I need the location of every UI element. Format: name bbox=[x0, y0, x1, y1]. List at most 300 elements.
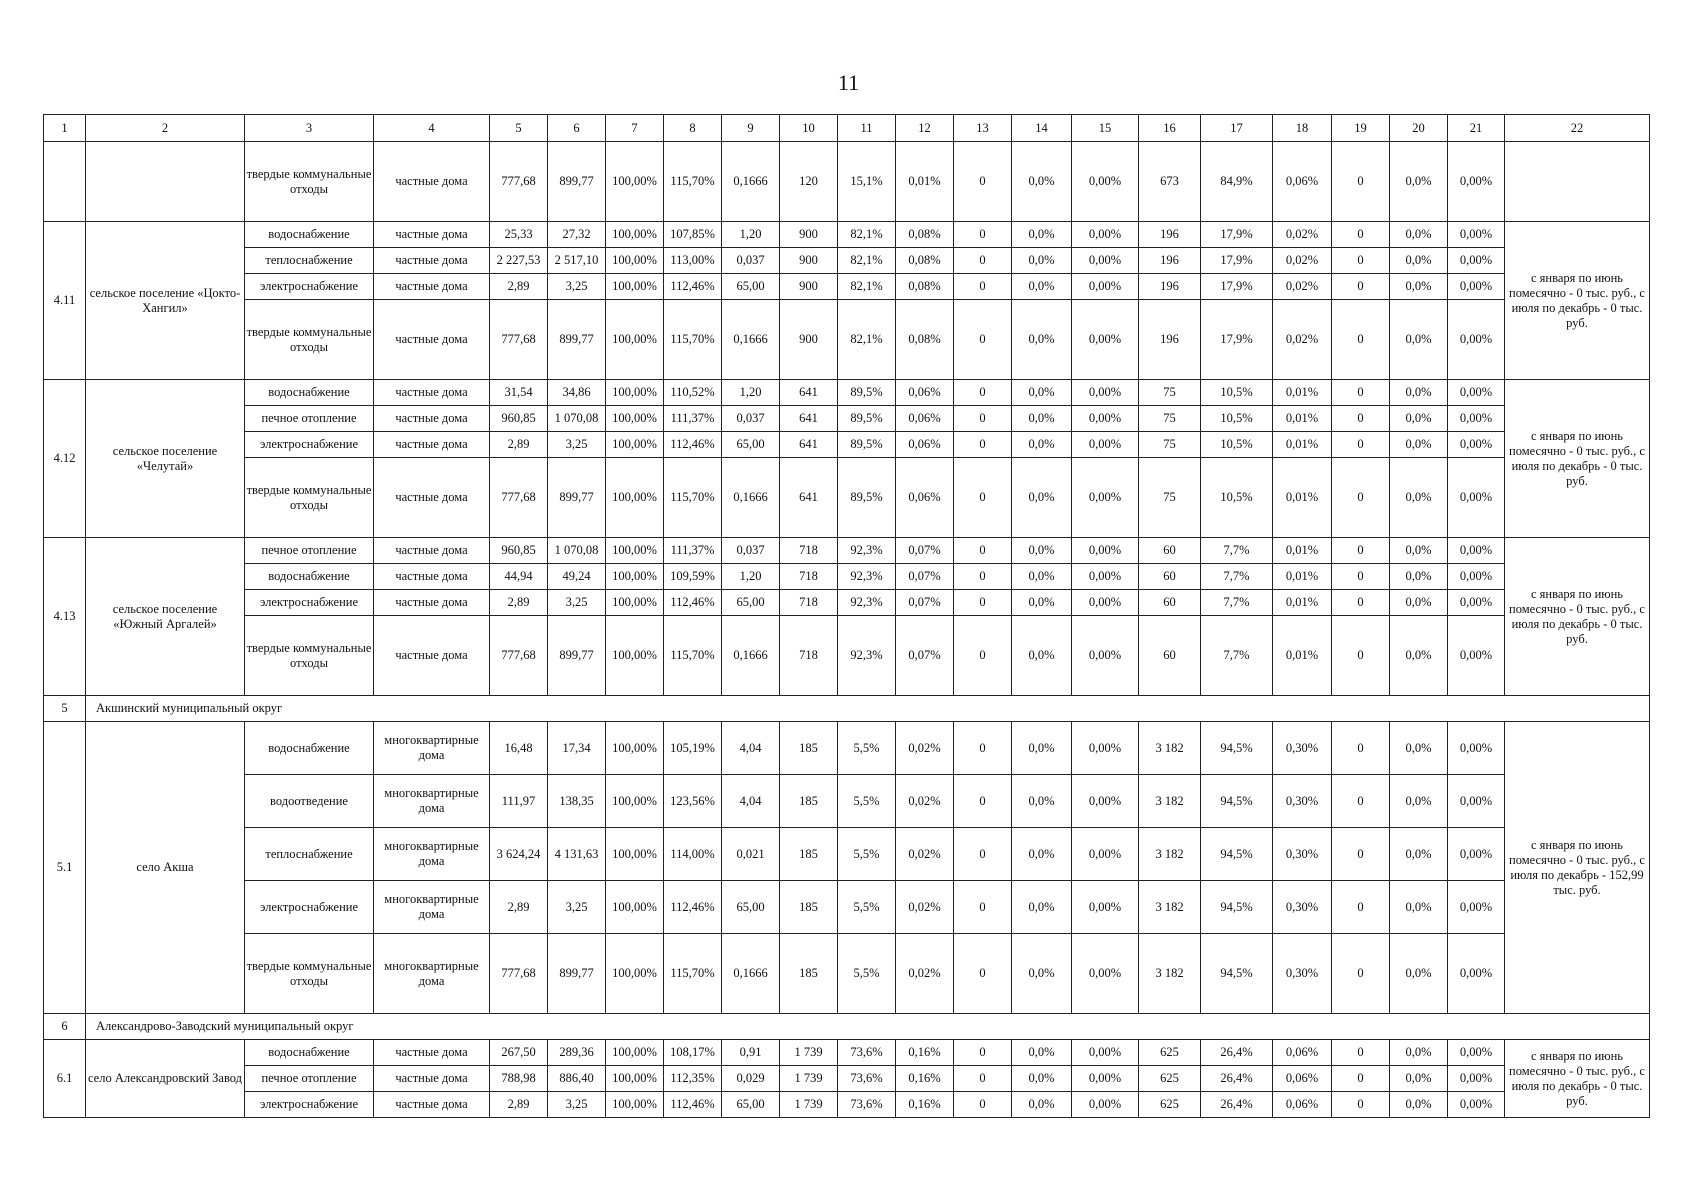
value-cell: 112,46% bbox=[664, 881, 722, 934]
service-type: водоснабжение bbox=[245, 1040, 374, 1066]
service-type: твердые коммунальные отходы bbox=[245, 142, 374, 222]
service-type: теплоснабжение bbox=[245, 248, 374, 274]
value-cell: 0 bbox=[954, 616, 1012, 696]
value-cell: 92,3% bbox=[838, 538, 896, 564]
value-cell: 196 bbox=[1139, 274, 1201, 300]
value-cell: 0,06% bbox=[896, 458, 954, 538]
value-cell: 0,06% bbox=[896, 406, 954, 432]
value-cell: 0,0% bbox=[1390, 590, 1448, 616]
column-header: 14 bbox=[1012, 115, 1072, 142]
value-cell: 16,48 bbox=[490, 722, 548, 775]
value-cell: 0,0% bbox=[1012, 590, 1072, 616]
value-cell: 100,00% bbox=[606, 775, 664, 828]
value-cell: 65,00 bbox=[722, 1092, 780, 1118]
value-cell: 0,00% bbox=[1448, 616, 1505, 696]
value-cell: 0,0% bbox=[1390, 300, 1448, 380]
value-cell: 17,9% bbox=[1201, 248, 1273, 274]
service-type: водоснабжение bbox=[245, 222, 374, 248]
value-cell: 0,1666 bbox=[722, 616, 780, 696]
value-cell: 111,37% bbox=[664, 538, 722, 564]
value-cell: 0,00% bbox=[1072, 1040, 1139, 1066]
value-cell: 0 bbox=[954, 222, 1012, 248]
value-cell: 0 bbox=[1332, 564, 1390, 590]
value-cell: 0,00% bbox=[1448, 564, 1505, 590]
housing-type: частные дома bbox=[374, 142, 490, 222]
value-cell: 17,34 bbox=[548, 722, 606, 775]
value-cell: 0 bbox=[1332, 775, 1390, 828]
value-cell: 1 070,08 bbox=[548, 538, 606, 564]
value-cell: 0,06% bbox=[1273, 1040, 1332, 1066]
value-cell: 0,01% bbox=[1273, 432, 1332, 458]
value-cell: 0,00% bbox=[1448, 432, 1505, 458]
value-cell: 0,02% bbox=[1273, 274, 1332, 300]
value-cell: 100,00% bbox=[606, 564, 664, 590]
value-cell: 0,0% bbox=[1390, 458, 1448, 538]
value-cell: 0,00% bbox=[1072, 564, 1139, 590]
value-cell: 5,5% bbox=[838, 881, 896, 934]
value-cell: 0,01% bbox=[1273, 538, 1332, 564]
value-cell: 44,94 bbox=[490, 564, 548, 590]
value-cell: 2,89 bbox=[490, 1092, 548, 1118]
value-cell: 0 bbox=[954, 432, 1012, 458]
housing-type: многоквартирные дома bbox=[374, 881, 490, 934]
column-header: 1 bbox=[44, 115, 86, 142]
column-header: 17 bbox=[1201, 115, 1273, 142]
value-cell: 886,40 bbox=[548, 1066, 606, 1092]
column-header: 11 bbox=[838, 115, 896, 142]
value-cell: 7,7% bbox=[1201, 590, 1273, 616]
section-row bbox=[44, 696, 1650, 722]
housing-type: частные дома bbox=[374, 248, 490, 274]
value-cell: 960,85 bbox=[490, 538, 548, 564]
table-row bbox=[44, 458, 1650, 538]
value-cell: 2 517,10 bbox=[548, 248, 606, 274]
table-row bbox=[44, 775, 1650, 828]
value-cell: 100,00% bbox=[606, 406, 664, 432]
table-row bbox=[44, 564, 1650, 590]
value-cell: 0,00% bbox=[1072, 934, 1139, 1014]
value-cell: 82,1% bbox=[838, 248, 896, 274]
column-header: 9 bbox=[722, 115, 780, 142]
value-cell: 0,00% bbox=[1072, 828, 1139, 881]
value-cell: 0,00% bbox=[1448, 222, 1505, 248]
value-cell: 900 bbox=[780, 222, 838, 248]
column-header: 19 bbox=[1332, 115, 1390, 142]
column-header: 7 bbox=[606, 115, 664, 142]
section-name: Акшинский муниципальный округ bbox=[86, 696, 1650, 722]
value-cell: 0,00% bbox=[1448, 300, 1505, 380]
value-cell: 0,91 bbox=[722, 1040, 780, 1066]
value-cell: 0,00% bbox=[1448, 722, 1505, 775]
housing-type: частные дома bbox=[374, 458, 490, 538]
value-cell: 0,08% bbox=[896, 300, 954, 380]
value-cell: 0,0% bbox=[1012, 1040, 1072, 1066]
housing-type: частные дома bbox=[374, 1066, 490, 1092]
value-cell: 0,0% bbox=[1390, 538, 1448, 564]
service-type: электроснабжение bbox=[245, 590, 374, 616]
value-cell: 34,86 bbox=[548, 380, 606, 406]
value-cell: 0,00% bbox=[1072, 142, 1139, 222]
value-cell: 0 bbox=[954, 274, 1012, 300]
column-header: 18 bbox=[1273, 115, 1332, 142]
service-type: печное отопление bbox=[245, 538, 374, 564]
value-cell: 196 bbox=[1139, 222, 1201, 248]
page-number: 11 bbox=[837, 70, 860, 95]
column-header: 20 bbox=[1390, 115, 1448, 142]
housing-type: частные дома bbox=[374, 300, 490, 380]
value-cell: 0,08% bbox=[896, 274, 954, 300]
value-cell: 3 182 bbox=[1139, 828, 1201, 881]
value-cell: 0,0% bbox=[1390, 1092, 1448, 1118]
value-cell: 0,0% bbox=[1012, 248, 1072, 274]
table-row bbox=[44, 1040, 1650, 1066]
value-cell: 100,00% bbox=[606, 142, 664, 222]
value-cell: 0,0% bbox=[1390, 616, 1448, 696]
value-cell: 0,30% bbox=[1273, 881, 1332, 934]
value-cell: 3,25 bbox=[548, 590, 606, 616]
column-header: 21 bbox=[1448, 115, 1505, 142]
value-cell: 0,00% bbox=[1072, 380, 1139, 406]
value-cell: 5,5% bbox=[838, 934, 896, 1014]
value-cell: 788,98 bbox=[490, 1066, 548, 1092]
value-cell: 0 bbox=[954, 1092, 1012, 1118]
value-cell: 7,7% bbox=[1201, 538, 1273, 564]
value-cell: 0,0% bbox=[1390, 564, 1448, 590]
table-row bbox=[44, 934, 1650, 1014]
housing-type: многоквартирные дома bbox=[374, 934, 490, 1014]
value-cell: 112,46% bbox=[664, 274, 722, 300]
value-cell: 641 bbox=[780, 432, 838, 458]
housing-type: частные дома bbox=[374, 432, 490, 458]
value-cell: 82,1% bbox=[838, 300, 896, 380]
value-cell: 3 182 bbox=[1139, 775, 1201, 828]
value-cell: 0,00% bbox=[1072, 274, 1139, 300]
value-cell: 75 bbox=[1139, 380, 1201, 406]
table-row bbox=[44, 616, 1650, 696]
value-cell: 0,037 bbox=[722, 538, 780, 564]
value-cell: 1 070,08 bbox=[548, 406, 606, 432]
value-cell: 0,0% bbox=[1012, 380, 1072, 406]
value-cell: 0,07% bbox=[896, 616, 954, 696]
value-cell: 899,77 bbox=[548, 300, 606, 380]
value-cell: 0,01% bbox=[1273, 616, 1332, 696]
value-cell: 0,00% bbox=[1072, 248, 1139, 274]
value-cell: 0,0% bbox=[1012, 934, 1072, 1014]
value-cell: 0,00% bbox=[1448, 458, 1505, 538]
value-cell: 100,00% bbox=[606, 616, 664, 696]
value-cell: 0,30% bbox=[1273, 934, 1332, 1014]
housing-type: частные дома bbox=[374, 274, 490, 300]
value-cell: 123,56% bbox=[664, 775, 722, 828]
value-cell: 60 bbox=[1139, 538, 1201, 564]
value-cell: 0,0% bbox=[1012, 775, 1072, 828]
value-cell: 1 739 bbox=[780, 1040, 838, 1066]
value-cell: 73,6% bbox=[838, 1040, 896, 1066]
value-cell: 0,01% bbox=[1273, 380, 1332, 406]
row-number: 5.1 bbox=[44, 722, 86, 1014]
value-cell: 0,0% bbox=[1012, 538, 1072, 564]
table-row bbox=[44, 142, 1650, 222]
value-cell: 10,5% bbox=[1201, 380, 1273, 406]
table-row bbox=[44, 1092, 1650, 1118]
table-row bbox=[44, 300, 1650, 380]
value-cell: 3,25 bbox=[548, 881, 606, 934]
column-header: 16 bbox=[1139, 115, 1201, 142]
value-cell: 777,68 bbox=[490, 934, 548, 1014]
value-cell: 5,5% bbox=[838, 722, 896, 775]
value-cell: 0,0% bbox=[1012, 142, 1072, 222]
value-cell: 0,07% bbox=[896, 590, 954, 616]
table-row bbox=[44, 380, 1650, 406]
value-cell: 899,77 bbox=[548, 458, 606, 538]
value-cell: 100,00% bbox=[606, 1092, 664, 1118]
value-cell: 3 182 bbox=[1139, 881, 1201, 934]
value-cell: 4,04 bbox=[722, 775, 780, 828]
value-cell: 92,3% bbox=[838, 564, 896, 590]
value-cell: 0 bbox=[1332, 380, 1390, 406]
value-cell: 0,0% bbox=[1390, 1066, 1448, 1092]
value-cell: 673 bbox=[1139, 142, 1201, 222]
value-cell: 0,0% bbox=[1012, 564, 1072, 590]
value-cell: 0 bbox=[954, 406, 1012, 432]
value-cell: 100,00% bbox=[606, 538, 664, 564]
value-cell: 0,0% bbox=[1012, 1066, 1072, 1092]
value-cell: 0,0% bbox=[1390, 274, 1448, 300]
value-cell: 900 bbox=[780, 274, 838, 300]
housing-type: частные дома bbox=[374, 380, 490, 406]
housing-type: многоквартирные дома bbox=[374, 828, 490, 881]
value-cell: 27,32 bbox=[548, 222, 606, 248]
value-cell: 0,0% bbox=[1012, 458, 1072, 538]
value-cell: 0,00% bbox=[1072, 590, 1139, 616]
value-cell: 0,06% bbox=[896, 432, 954, 458]
service-type: электроснабжение bbox=[245, 274, 374, 300]
value-cell: 1 739 bbox=[780, 1092, 838, 1118]
value-cell: 0,00% bbox=[1448, 380, 1505, 406]
value-cell: 0,00% bbox=[1448, 142, 1505, 222]
value-cell: 0 bbox=[1332, 1066, 1390, 1092]
value-cell: 100,00% bbox=[606, 722, 664, 775]
service-type: твердые коммунальные отходы bbox=[245, 616, 374, 696]
value-cell: 0,1666 bbox=[722, 458, 780, 538]
value-cell: 0,0% bbox=[1390, 406, 1448, 432]
value-cell: 0,01% bbox=[1273, 406, 1332, 432]
service-type: водоотведение bbox=[245, 775, 374, 828]
value-cell: 10,5% bbox=[1201, 406, 1273, 432]
value-cell: 0,0% bbox=[1390, 248, 1448, 274]
value-cell: 0,00% bbox=[1072, 406, 1139, 432]
value-cell: 0,30% bbox=[1273, 775, 1332, 828]
value-cell: 0,02% bbox=[896, 775, 954, 828]
value-cell: 94,5% bbox=[1201, 722, 1273, 775]
service-type: теплоснабжение bbox=[245, 828, 374, 881]
value-cell: 89,5% bbox=[838, 432, 896, 458]
value-cell: 900 bbox=[780, 248, 838, 274]
value-cell: 0,037 bbox=[722, 248, 780, 274]
column-header: 10 bbox=[780, 115, 838, 142]
value-cell: 0 bbox=[954, 458, 1012, 538]
value-cell: 100,00% bbox=[606, 222, 664, 248]
value-cell: 65,00 bbox=[722, 432, 780, 458]
value-cell: 73,6% bbox=[838, 1066, 896, 1092]
value-cell: 0,00% bbox=[1072, 1092, 1139, 1118]
value-cell: 73,6% bbox=[838, 1092, 896, 1118]
header-row bbox=[44, 115, 1650, 142]
value-cell: 0,08% bbox=[896, 222, 954, 248]
value-cell: 0,0% bbox=[1012, 616, 1072, 696]
value-cell: 84,9% bbox=[1201, 142, 1273, 222]
column-header: 8 bbox=[664, 115, 722, 142]
table-row bbox=[44, 1066, 1650, 1092]
value-cell: 60 bbox=[1139, 564, 1201, 590]
value-cell: 100,00% bbox=[606, 274, 664, 300]
value-cell: 641 bbox=[780, 458, 838, 538]
value-cell: 0,06% bbox=[1273, 142, 1332, 222]
value-cell: 26,4% bbox=[1201, 1092, 1273, 1118]
value-cell: 0 bbox=[954, 380, 1012, 406]
value-cell: 0 bbox=[1332, 142, 1390, 222]
value-cell: 7,7% bbox=[1201, 564, 1273, 590]
value-cell: 100,00% bbox=[606, 828, 664, 881]
value-cell: 0,00% bbox=[1072, 775, 1139, 828]
value-cell: 100,00% bbox=[606, 881, 664, 934]
value-cell: 115,70% bbox=[664, 300, 722, 380]
housing-type: частные дома bbox=[374, 590, 490, 616]
value-cell: 0,02% bbox=[1273, 248, 1332, 274]
value-cell: 196 bbox=[1139, 300, 1201, 380]
value-cell: 0,00% bbox=[1448, 406, 1505, 432]
value-cell: 0,02% bbox=[896, 934, 954, 1014]
housing-type: многоквартирные дома bbox=[374, 722, 490, 775]
compensation-note bbox=[1505, 142, 1650, 222]
table-body bbox=[44, 115, 1650, 1118]
value-cell: 0,30% bbox=[1273, 722, 1332, 775]
value-cell: 100,00% bbox=[606, 590, 664, 616]
column-header: 22 bbox=[1505, 115, 1650, 142]
value-cell: 777,68 bbox=[490, 616, 548, 696]
value-cell: 0 bbox=[954, 722, 1012, 775]
value-cell: 185 bbox=[780, 722, 838, 775]
value-cell: 10,5% bbox=[1201, 432, 1273, 458]
value-cell: 120 bbox=[780, 142, 838, 222]
row-number: 4.12 bbox=[44, 380, 86, 538]
value-cell: 65,00 bbox=[722, 274, 780, 300]
value-cell: 26,4% bbox=[1201, 1066, 1273, 1092]
value-cell: 5,5% bbox=[838, 828, 896, 881]
value-cell: 718 bbox=[780, 616, 838, 696]
value-cell: 3,25 bbox=[548, 432, 606, 458]
value-cell: 65,00 bbox=[722, 881, 780, 934]
value-cell: 899,77 bbox=[548, 934, 606, 1014]
value-cell: 89,5% bbox=[838, 380, 896, 406]
value-cell: 17,9% bbox=[1201, 222, 1273, 248]
value-cell: 0 bbox=[954, 538, 1012, 564]
service-type: водоснабжение bbox=[245, 380, 374, 406]
value-cell: 92,3% bbox=[838, 616, 896, 696]
section-row bbox=[44, 1014, 1650, 1040]
value-cell: 0,0% bbox=[1390, 142, 1448, 222]
value-cell: 100,00% bbox=[606, 458, 664, 538]
value-cell: 0 bbox=[1332, 934, 1390, 1014]
value-cell: 0 bbox=[1332, 881, 1390, 934]
column-header: 12 bbox=[896, 115, 954, 142]
value-cell: 185 bbox=[780, 881, 838, 934]
table-row bbox=[44, 590, 1650, 616]
value-cell: 0,07% bbox=[896, 538, 954, 564]
table-row bbox=[44, 222, 1650, 248]
value-cell: 0 bbox=[954, 881, 1012, 934]
value-cell: 15,1% bbox=[838, 142, 896, 222]
settlement-name: сельское поселение «Челутай» bbox=[86, 380, 245, 538]
value-cell: 0 bbox=[954, 142, 1012, 222]
compensation-note: с января по июнь помесячно - 0 тыс. руб., с июля по декабрь - 152,99 тыс. руб. bbox=[1505, 722, 1650, 1014]
value-cell: 115,70% bbox=[664, 934, 722, 1014]
value-cell: 0,0% bbox=[1390, 222, 1448, 248]
value-cell: 0,0% bbox=[1012, 432, 1072, 458]
value-cell: 111,97 bbox=[490, 775, 548, 828]
value-cell: 111,37% bbox=[664, 406, 722, 432]
value-cell: 75 bbox=[1139, 406, 1201, 432]
table-row bbox=[44, 722, 1650, 775]
value-cell: 0,02% bbox=[896, 881, 954, 934]
value-cell: 0,0% bbox=[1012, 406, 1072, 432]
value-cell: 0 bbox=[1332, 432, 1390, 458]
table-row bbox=[44, 274, 1650, 300]
table-row bbox=[44, 248, 1650, 274]
value-cell: 100,00% bbox=[606, 1040, 664, 1066]
value-cell: 0,01% bbox=[896, 142, 954, 222]
row-number: 4.13 bbox=[44, 538, 86, 696]
value-cell: 108,17% bbox=[664, 1040, 722, 1066]
value-cell: 0,00% bbox=[1072, 538, 1139, 564]
value-cell: 0,16% bbox=[896, 1066, 954, 1092]
value-cell: 115,70% bbox=[664, 142, 722, 222]
value-cell: 0 bbox=[1332, 590, 1390, 616]
value-cell: 100,00% bbox=[606, 248, 664, 274]
service-type: электроснабжение bbox=[245, 432, 374, 458]
tariff-table bbox=[43, 114, 1650, 1118]
table-row bbox=[44, 538, 1650, 564]
value-cell: 0,01% bbox=[1273, 590, 1332, 616]
settlement-name: сельское поселение «Цокто-Хангил» bbox=[86, 222, 245, 380]
value-cell: 196 bbox=[1139, 248, 1201, 274]
column-header: 13 bbox=[954, 115, 1012, 142]
settlement-name bbox=[86, 142, 245, 222]
value-cell: 7,7% bbox=[1201, 616, 1273, 696]
value-cell: 899,77 bbox=[548, 616, 606, 696]
value-cell: 0,00% bbox=[1448, 1040, 1505, 1066]
value-cell: 3,25 bbox=[548, 1092, 606, 1118]
value-cell: 105,19% bbox=[664, 722, 722, 775]
value-cell: 100,00% bbox=[606, 300, 664, 380]
value-cell: 109,59% bbox=[664, 564, 722, 590]
row-number: 4.11 bbox=[44, 222, 86, 380]
value-cell: 26,4% bbox=[1201, 1040, 1273, 1066]
value-cell: 0,16% bbox=[896, 1092, 954, 1118]
value-cell: 641 bbox=[780, 406, 838, 432]
row-number: 6.1 bbox=[44, 1040, 86, 1118]
value-cell: 0,0% bbox=[1012, 828, 1072, 881]
value-cell: 5,5% bbox=[838, 775, 896, 828]
settlement-name: село Акша bbox=[86, 722, 245, 1014]
value-cell: 60 bbox=[1139, 590, 1201, 616]
value-cell: 0,00% bbox=[1072, 222, 1139, 248]
value-cell: 75 bbox=[1139, 458, 1201, 538]
value-cell: 0,0% bbox=[1390, 1040, 1448, 1066]
value-cell: 0,06% bbox=[1273, 1092, 1332, 1118]
value-cell: 0,0% bbox=[1390, 828, 1448, 881]
value-cell: 0,00% bbox=[1448, 1092, 1505, 1118]
